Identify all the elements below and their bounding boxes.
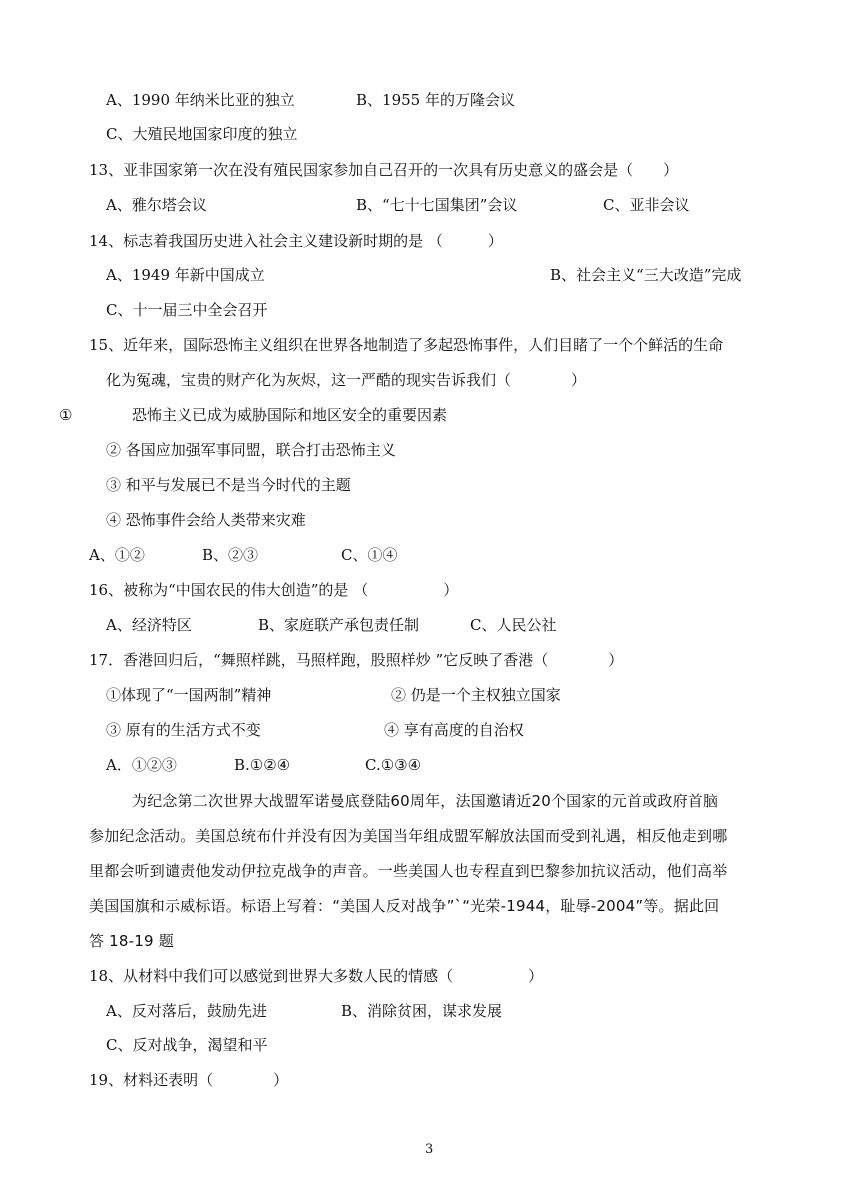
material-line-3: 里都会听到谴责他发动伊拉克战争的声音。一些美国人也专程直到巴黎参加抗议活动，他们高举 (89, 862, 728, 880)
q17-item3: ③ 原有的生活方式不变 (106, 721, 261, 739)
q18-option-b: B、消除贫困，谋求发展 (341, 1002, 503, 1020)
q15-option-c: C、①④ (341, 546, 398, 564)
q15-item4: ④ 恐怖事件会给人类带来灾难 (106, 511, 306, 529)
q17-option-a: A．①②③ (106, 756, 177, 774)
q17-option-b: B.①②④ (234, 756, 291, 774)
q13-option-c: C、亚非会议 (603, 196, 690, 214)
q15-stem-line2: 化为冤魂，宝贵的财产化为灰烬，这一严酷的现实告诉我们（ ） (106, 371, 587, 389)
q15-item1-marker: ① (59, 406, 73, 424)
q14-option-b: B、社会主义“三大改造”完成 (550, 266, 742, 284)
q18-option-a: A、反对落后，鼓励先进 (106, 1002, 267, 1020)
q17-item2: ② 仍是一个主权独立国家 (391, 686, 561, 704)
material-line-1: 为纪念第二次世界大战盟军诺曼底登陆60周年，法国邀请近20个国家的元首或政府首脑 (132, 792, 719, 810)
q12-option-a: A、1990 年纳米比亚的独立 (106, 91, 295, 109)
q14-option-a: A、1949 年新中国成立 (106, 266, 265, 284)
q15-option-b: B、②③ (202, 546, 259, 564)
q15-item1-text: 恐怖主义已成为威胁国际和地区安全的重要因素 (132, 406, 448, 424)
q17-item4: ④ 享有高度的自治权 (384, 721, 524, 739)
q16-option-a: A、经济特区 (106, 616, 192, 634)
q18-option-c: C、反对战争，渴望和平 (106, 1036, 268, 1054)
q16-option-b: B、家庭联产承包责任制 (258, 616, 420, 634)
q15-item2: ② 各国应加强军事同盟，联合打击恐怖主义 (106, 441, 396, 459)
q12-option-b: B、1955 年的万隆会议 (356, 91, 515, 109)
q18-stem: 18、从材料中我们可以感觉到世界大多数人民的情感（ ） (89, 967, 544, 985)
page-number: 3 (425, 1142, 434, 1157)
q16-option-c: C、人民公社 (470, 616, 557, 634)
q12-option-c: C、大殖民地国家印度的独立 (106, 125, 298, 143)
q15-option-a: A、①② (89, 546, 145, 564)
q13-option-a: A、雅尔塔会议 (106, 196, 207, 214)
q15-item3: ③ 和平与发展已不是当今时代的主题 (106, 476, 351, 494)
q15-stem-line1: 15、近年来，国际恐怖主义组织在世界各地制造了多起恐怖事件，人们目睹了一个个鲜活的生命 (89, 336, 724, 354)
q17-item1: ①体现了“一国两制”精神 (106, 686, 272, 704)
q13-option-b: B、“七十七国集团”会议 (356, 196, 518, 214)
q19-stem: 19、材料还表明（ ） (89, 1071, 289, 1089)
q14-stem: 14、标志着我国历史进入社会主义建设新时期的是 （ ） (89, 232, 503, 250)
q13-stem: 13、亚非国家第一次在没有殖民国家参加自己召开的一次具有历史意义的盛会是（ ） (89, 161, 679, 179)
q17-stem: 17．香港回归后，“舞照样跳，马照样跑，股照样炒 ”它反映了香港（ ） (89, 651, 624, 669)
material-line-5: 答 18-19 题 (89, 932, 174, 950)
q17-option-c: C.①③④ (365, 756, 422, 774)
material-line-2: 参加纪念活动。美国总统布什并没有因为美国当年组成盟军解放法国而受到礼遇，相反他走到哪 (89, 827, 728, 845)
q16-stem: 16、被称为“中国农民的伟大创造”的是 （ ） (89, 581, 459, 599)
material-line-4: 美国国旗和示威标语。标语上写着：“美国人反对战争”`“光荣-1944，耻辱-2004”等。据此回 (89, 897, 720, 915)
q14-option-c: C、十一届三中全会召开 (106, 301, 268, 319)
